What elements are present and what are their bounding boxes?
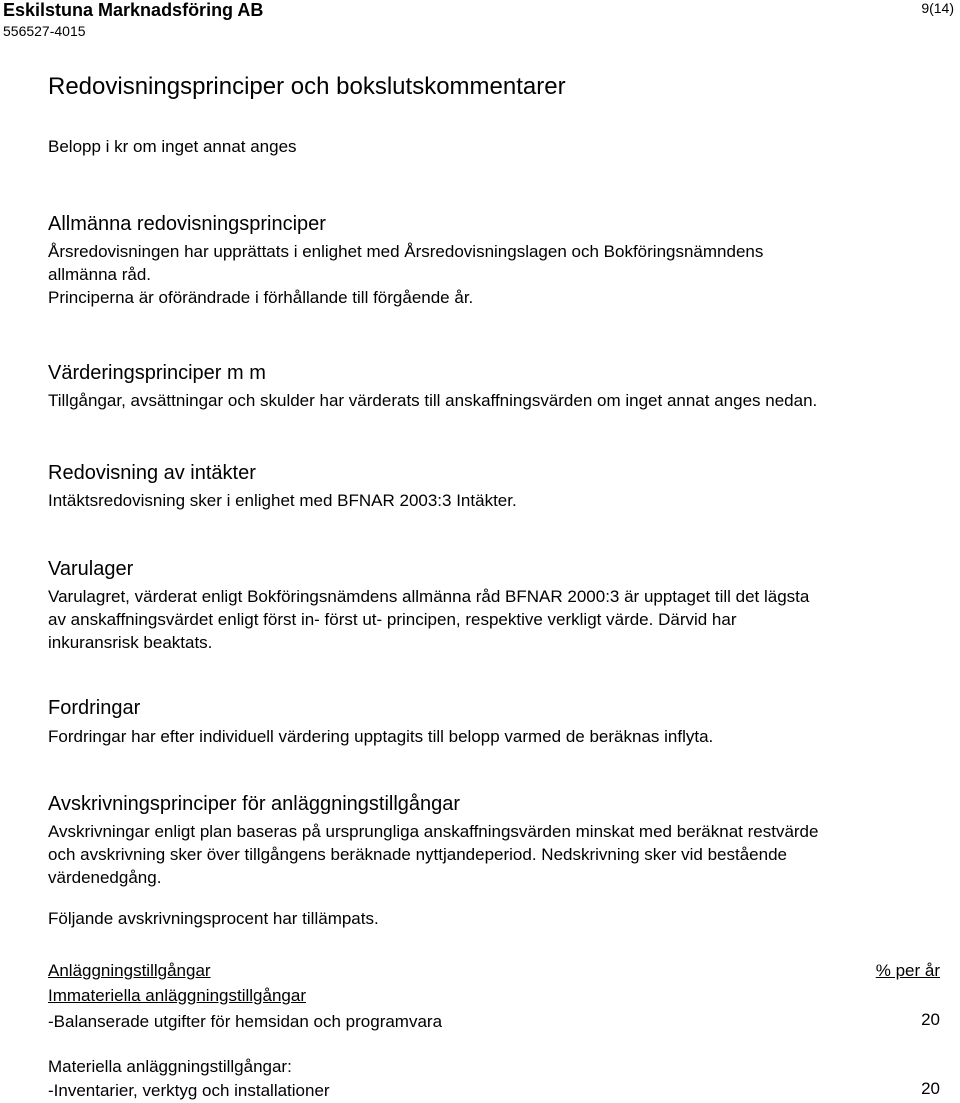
section-text-fordringar-1: Fordringar har efter individuell värdering upptagits till belopp varmed de beräknas inflyta.: [48, 727, 714, 746]
section-text-varulager-3: inkuransrisk beaktats.: [48, 633, 213, 652]
table-group-materiella: Materiella anläggningstillgångar:: [48, 1057, 292, 1076]
company-name: Eskilstuna Marknadsföring AB: [3, 0, 264, 20]
section-text-avskrivning-1: Avskrivningar enligt plan baseras på ursprungliga anskaffningsvärden minskat med beräknat restvärde: [48, 822, 819, 841]
table-header-rate: % per år: [875, 961, 940, 980]
table-group-immateriella: Immateriella anläggningstillgångar: [48, 986, 306, 1005]
table-row-value: 20: [921, 1079, 940, 1098]
section-text-varulager-2: av anskaffningsvärdet enligt först in- först ut- principen, respektive verkligt värde. Därvid har: [48, 610, 737, 629]
table-row: -Inventarier, verktyg och installationer: [48, 1081, 330, 1100]
page-subtitle: Belopp i kr om inget annat anges: [48, 137, 297, 156]
section-text-intakter-1: Intäktsredovisning sker i enlighet med BFNAR 2003:3 Intäkter.: [48, 491, 517, 510]
section-text-avskrivning-3: värdenedgång.: [48, 868, 162, 887]
section-text-allmanna-1: Årsredovisningen har upprättats i enlighet med Årsredovisningslagen och Bokföringsnämndens: [48, 242, 764, 261]
section-text-avskrivning-2: och avskrivning sker över tillgångens beräknade nyttjandeperiod. Nedskrivning sker vid bestående: [48, 845, 787, 864]
section-heading-vardering: Värderingsprinciper m m: [48, 362, 266, 384]
org-number: 556527-4015: [3, 23, 86, 39]
section-text-vardering-1: Tillgångar, avsättningar och skulder har värderats till anskaffningsvärden om inget annat anges nedan.: [48, 391, 818, 410]
table-row: -Balanserade utgifter för hemsidan och programvara: [48, 1012, 443, 1031]
section-heading-allmanna: Allmänna redovisningsprinciper: [48, 213, 326, 235]
section-text-allmanna-2: allmänna råd.: [48, 265, 152, 284]
page-number: 9(14): [921, 0, 954, 16]
page-title: Redovisningsprinciper och bokslutskommentarer: [48, 73, 566, 100]
table-header-asset: Anläggningstillgångar: [48, 961, 211, 980]
section-heading-fordringar: Fordringar: [48, 697, 141, 719]
section-text-allmanna-3: Principerna är oförändrade i förhållande till förgående år.: [48, 288, 474, 307]
section-note-avskrivning: Följande avskrivningsprocent har tillämpats.: [48, 909, 379, 928]
section-heading-avskrivning: Avskrivningsprinciper för anläggningstillgångar: [48, 793, 461, 815]
table-row-value: 20: [921, 1010, 940, 1029]
section-heading-varulager: Varulager: [48, 558, 134, 580]
section-heading-intakter: Redovisning av intäkter: [48, 462, 256, 484]
section-text-varulager-1: Varulagret, värderat enligt Bokföringsnämdens allmänna råd BFNAR 2000:3 är upptaget till det lägsta: [48, 587, 810, 606]
